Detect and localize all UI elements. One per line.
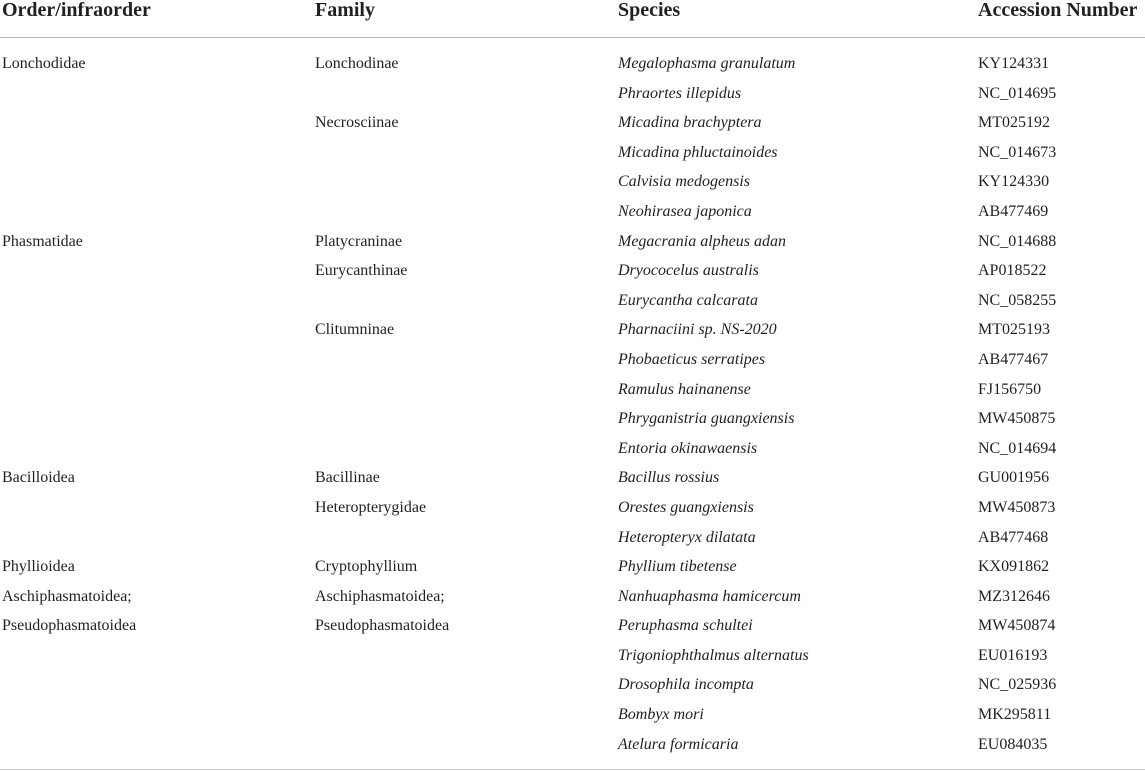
cell-species: Phryganistria guangxiensis bbox=[618, 410, 795, 428]
cell-accession: MW450873 bbox=[978, 498, 1056, 516]
table-row bbox=[0, 316, 1145, 346]
cell-family: Aschiphasmatoidea; bbox=[315, 587, 445, 605]
cell-family: Clitumninae bbox=[315, 321, 395, 339]
cell-species: Nanhuaphasma hamicercum bbox=[618, 587, 801, 605]
table-row bbox=[0, 50, 1145, 80]
table-row bbox=[0, 168, 1145, 198]
table-row bbox=[0, 731, 1145, 761]
cell-species: Ramulus hainanense bbox=[618, 380, 751, 398]
cell-species: Megalophasma granulatum bbox=[618, 55, 796, 72]
cell-accession: AP018522 bbox=[978, 262, 1047, 280]
table-row bbox=[0, 109, 1145, 139]
cell-order: Phasmatidae bbox=[2, 232, 83, 250]
table-row bbox=[0, 642, 1145, 672]
table-row bbox=[0, 612, 1145, 642]
table-row bbox=[0, 435, 1145, 465]
cell-species: Pharnaciini sp. NS-2020 bbox=[618, 321, 777, 339]
cell-species: Orestes guangxiensis bbox=[618, 498, 754, 516]
cell-order: Lonchodidae bbox=[2, 55, 86, 72]
cell-accession: KX091862 bbox=[978, 558, 1050, 576]
cell-order: Pseudophasmatoidea bbox=[2, 617, 137, 635]
cell-order: Phyllioidea bbox=[2, 558, 75, 576]
cell-accession: GU001956 bbox=[978, 469, 1050, 487]
cell-accession: MW450875 bbox=[978, 410, 1056, 428]
cell-species: Calvisia medogensis bbox=[618, 173, 750, 191]
cell-species: Trigoniophthalmus alternatus bbox=[618, 646, 809, 664]
table-row bbox=[0, 287, 1145, 317]
cell-species: Peruphasma schultei bbox=[618, 617, 753, 635]
column-header-order: Order/infraorder bbox=[2, 0, 151, 21]
table-row bbox=[0, 346, 1145, 376]
table-row bbox=[0, 198, 1145, 228]
cell-accession: NC_025936 bbox=[978, 676, 1057, 694]
column-header-accession: Accession Number bbox=[978, 0, 1138, 21]
cell-family: Necrosciinae bbox=[315, 114, 399, 132]
table-row bbox=[0, 228, 1145, 258]
cell-accession: EU084035 bbox=[978, 735, 1048, 753]
cell-species: Phobaeticus serratipes bbox=[618, 350, 766, 368]
cell-species: Phyllium tibetense bbox=[618, 558, 737, 576]
cell-species: Drosophila incompta bbox=[618, 676, 754, 694]
table-row bbox=[0, 80, 1145, 110]
cell-species: Phraortes illepidus bbox=[618, 84, 742, 102]
cell-family: Cryptophyllium bbox=[315, 558, 418, 576]
cell-accession: MZ312646 bbox=[978, 587, 1050, 605]
cell-family: Platycraninae bbox=[315, 232, 403, 250]
cell-accession: MK295811 bbox=[978, 706, 1052, 724]
cell-accession: KY124331 bbox=[978, 55, 1050, 72]
cell-accession: NC_014694 bbox=[978, 439, 1057, 457]
cell-species: Dryococelus australis bbox=[618, 262, 759, 280]
cell-species: Atelura formicaria bbox=[618, 735, 739, 753]
cell-family: Eurycanthinae bbox=[315, 262, 408, 280]
table-row bbox=[0, 524, 1145, 554]
cell-order: Aschiphasmatoidea; bbox=[2, 587, 132, 605]
table-row bbox=[0, 464, 1145, 494]
cell-species: Megacrania alpheus adan bbox=[618, 232, 786, 250]
table-row bbox=[0, 405, 1145, 435]
cell-accession: NC_014688 bbox=[978, 232, 1057, 250]
table-bottom-rule bbox=[0, 769, 1145, 770]
cell-family: Pseudophasmatoidea bbox=[315, 617, 450, 635]
table-row bbox=[0, 553, 1145, 583]
table-row bbox=[0, 257, 1145, 287]
table-row bbox=[0, 701, 1145, 731]
cell-order: Bacilloidea bbox=[2, 469, 75, 487]
cell-accession: MT025192 bbox=[978, 114, 1050, 132]
cell-accession: MT025193 bbox=[978, 321, 1050, 339]
column-header-family: Family bbox=[315, 0, 375, 21]
cell-accession: MW450874 bbox=[978, 617, 1056, 635]
cell-species: Micadina brachyptera bbox=[618, 114, 762, 132]
table-row bbox=[0, 494, 1145, 524]
table-body bbox=[0, 50, 1145, 760]
cell-species: Micadina phluctainoides bbox=[618, 143, 778, 161]
cell-family: Heteropterygidae bbox=[315, 498, 427, 516]
cell-accession: KY124330 bbox=[978, 173, 1050, 191]
cell-family: Lonchodinae bbox=[315, 55, 399, 72]
cell-family: Bacillinae bbox=[315, 469, 380, 487]
cell-species: Neohirasea japonica bbox=[618, 202, 752, 220]
table-row bbox=[0, 671, 1145, 701]
cell-species: Bacillus rossius bbox=[618, 469, 720, 487]
cell-accession: NC_014695 bbox=[978, 84, 1057, 102]
cell-species: Bombyx mori bbox=[618, 706, 704, 724]
cell-species: Heteropteryx dilatata bbox=[618, 528, 756, 546]
table-row bbox=[0, 139, 1145, 169]
cell-accession: NC_014673 bbox=[978, 143, 1057, 161]
cell-accession: EU016193 bbox=[978, 646, 1048, 664]
column-header-species: Species bbox=[618, 0, 681, 21]
cell-accession: AB477469 bbox=[978, 202, 1049, 220]
cell-species: Eurycantha calcarata bbox=[618, 291, 758, 309]
cell-accession: AB477467 bbox=[978, 350, 1049, 368]
cell-accession: AB477468 bbox=[978, 528, 1049, 546]
table-row bbox=[0, 376, 1145, 406]
table-row bbox=[0, 583, 1145, 613]
table-header-row bbox=[0, 0, 1145, 38]
cell-species: Entoria okinawaensis bbox=[618, 439, 758, 457]
cell-accession: FJ156750 bbox=[978, 380, 1042, 398]
cell-accession: NC_058255 bbox=[978, 291, 1057, 309]
